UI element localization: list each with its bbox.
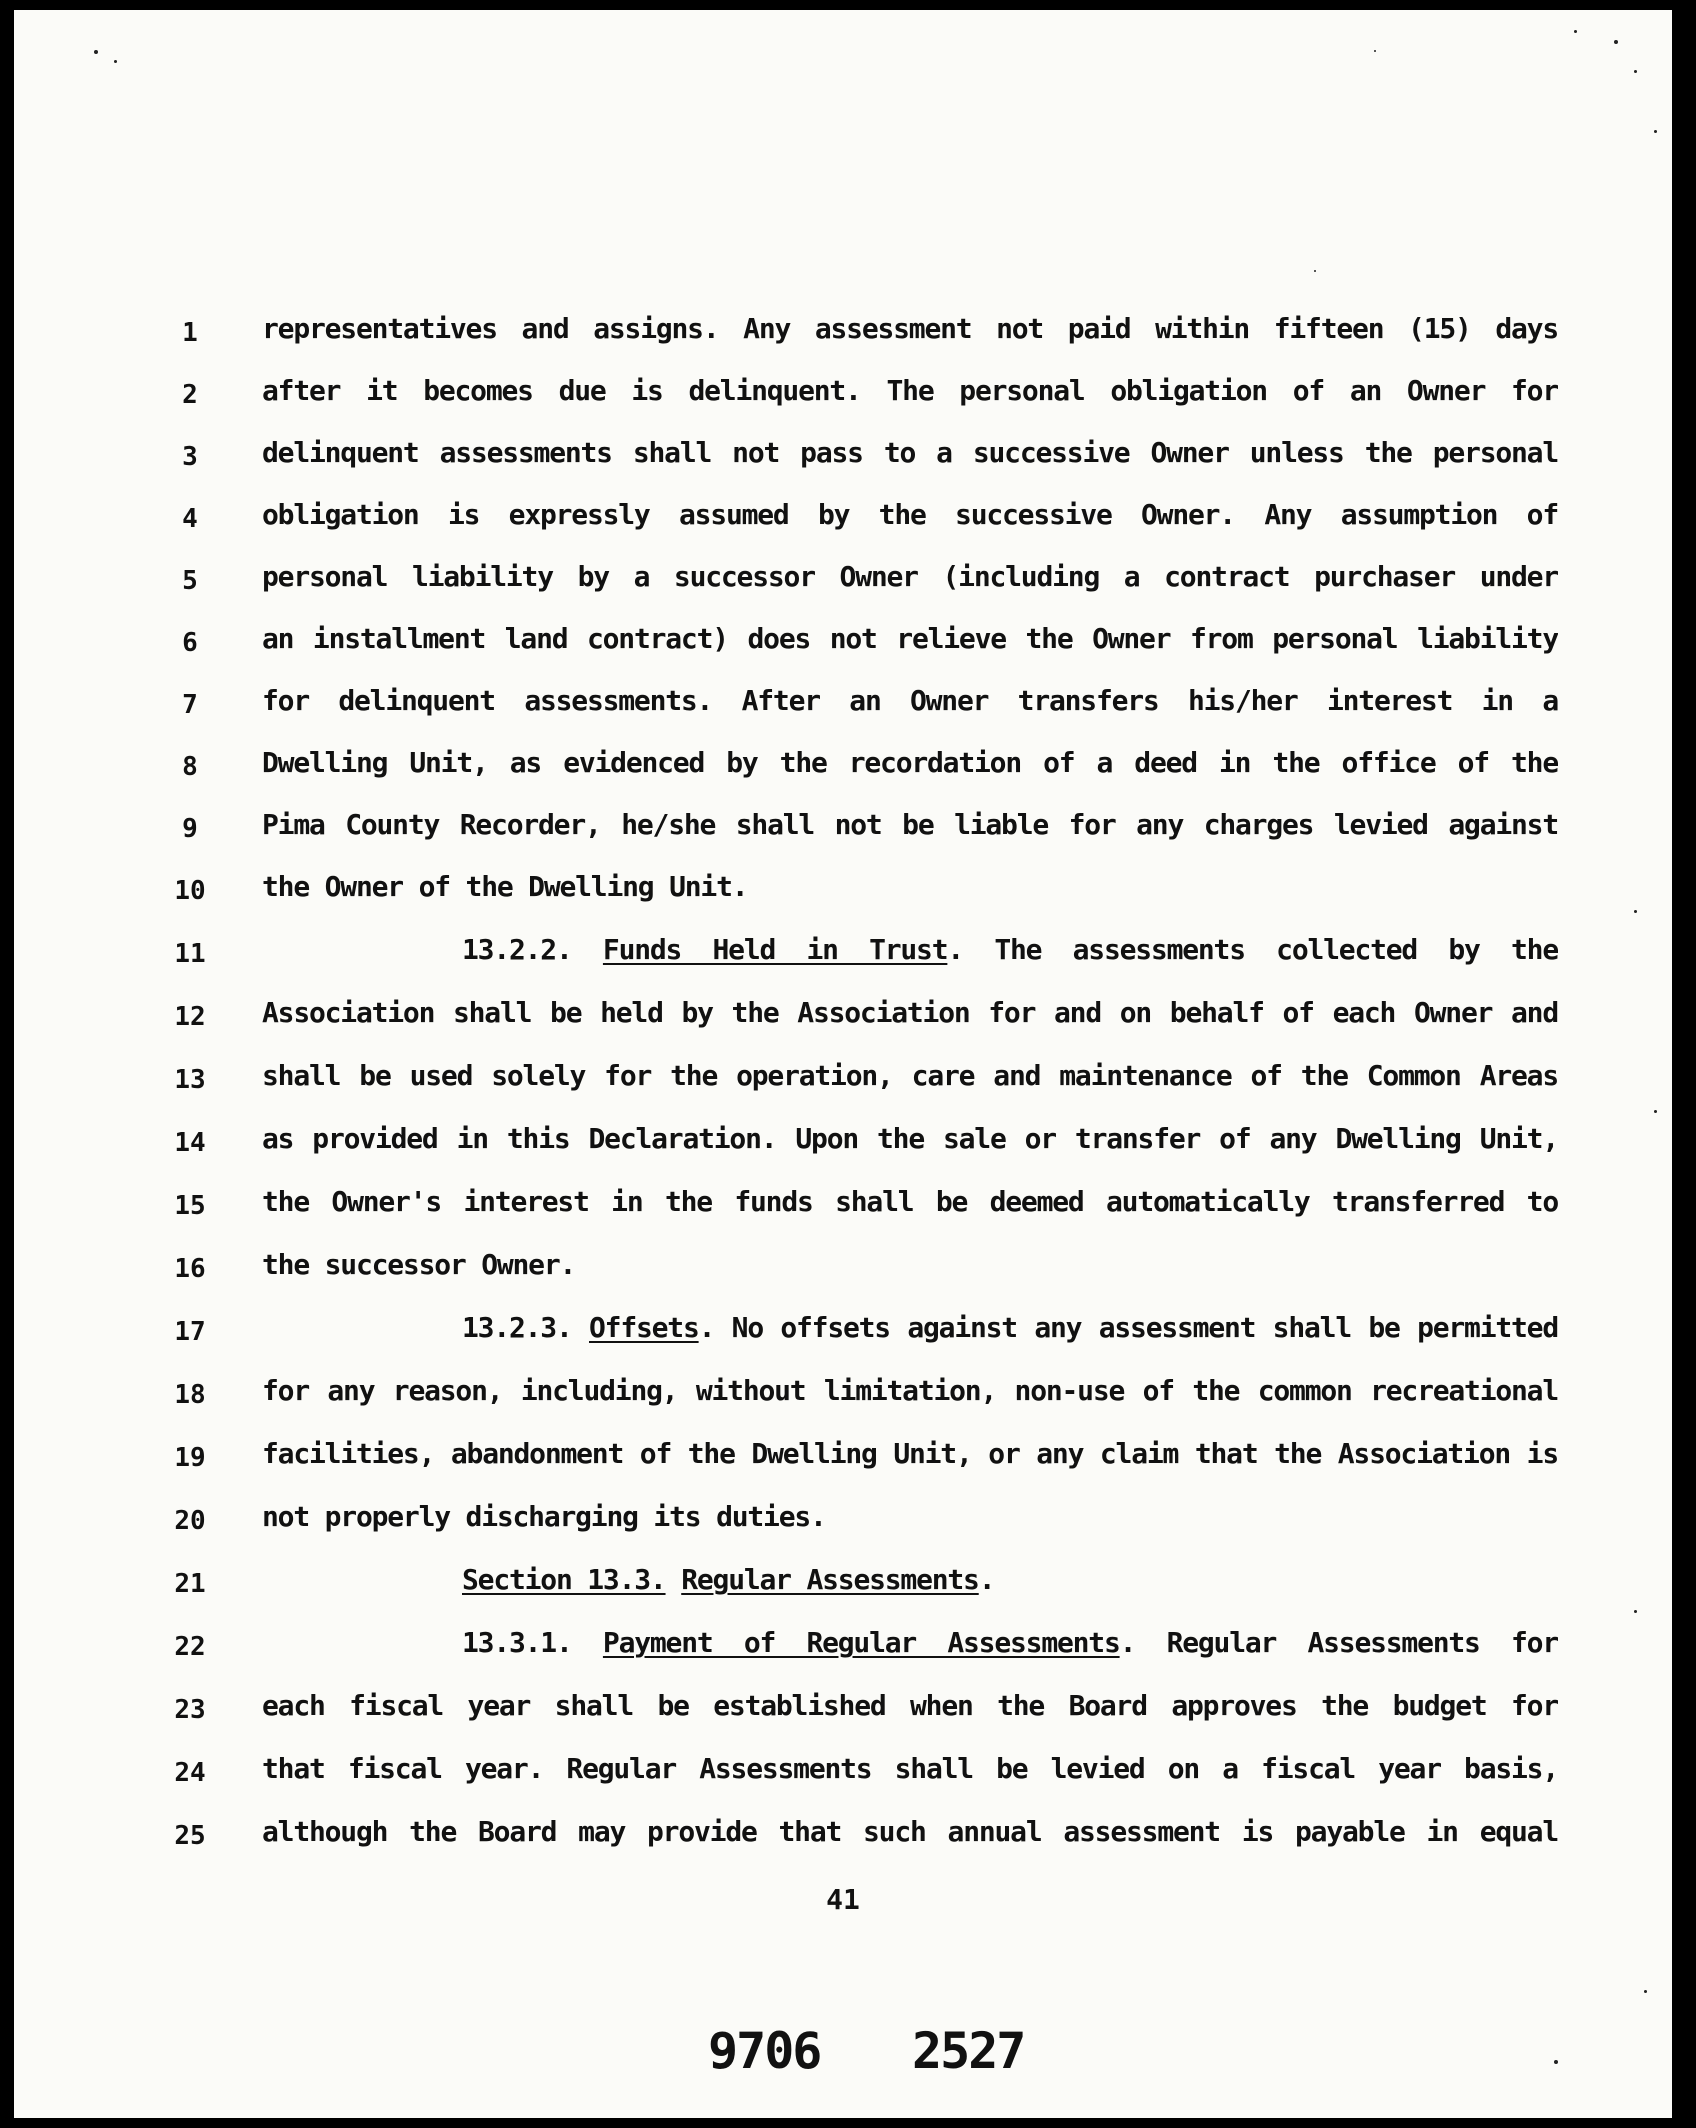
recording-stamp-book: 9706 xyxy=(708,2022,821,2080)
document-line xyxy=(14,312,1672,362)
line-text xyxy=(262,312,1558,345)
scan-speck xyxy=(1634,70,1637,73)
text-segment: the Owner of the Dwelling Unit. xyxy=(262,870,748,903)
line-number: 10 xyxy=(174,876,206,906)
text-segment: the successor Owner. xyxy=(262,1248,576,1281)
text-segment: for delinquent assessments. After an Owner transfers his/her interest in a xyxy=(262,684,1558,717)
line-number: 1 xyxy=(182,318,198,348)
line-number: 23 xyxy=(174,1695,206,1725)
text-segment: not properly discharging its duties. xyxy=(262,1500,826,1533)
document-line xyxy=(14,1500,1672,1550)
line-number: 5 xyxy=(182,566,198,596)
line-number: 9 xyxy=(182,814,198,844)
line-text xyxy=(262,996,1558,1029)
text-segment: obligation is expressly assumed by the successive Owner. Any assumption of xyxy=(262,498,1558,531)
line-text xyxy=(262,1122,1558,1155)
line-number: 22 xyxy=(174,1632,206,1662)
line-text xyxy=(262,1185,1558,1218)
line-number: 12 xyxy=(174,1002,206,1032)
line-number: 15 xyxy=(174,1191,206,1221)
line-text xyxy=(262,1374,1558,1407)
document-line xyxy=(14,1563,1672,1613)
text-segment: . The assessments collected by the xyxy=(947,933,1558,966)
document-line xyxy=(14,1248,1672,1298)
text-segment: Pima County Recorder, he/she shall not be liable for any charges levied against xyxy=(262,808,1558,841)
line-text xyxy=(262,1689,1558,1722)
scan-speck xyxy=(94,50,98,54)
scan-speck xyxy=(114,60,117,63)
line-number: 8 xyxy=(182,752,198,782)
line-number: 19 xyxy=(174,1443,206,1473)
line-number: 7 xyxy=(182,690,198,720)
scan-speck xyxy=(1654,130,1657,133)
line-number: 13 xyxy=(174,1065,206,1095)
line-number: 6 xyxy=(182,628,198,658)
document-line xyxy=(14,436,1672,486)
line-text xyxy=(462,933,1558,966)
text-segment: the Owner's interest in the funds shall be deemed automatically transferred to xyxy=(262,1185,1558,1218)
scan-speck xyxy=(1644,1990,1647,1993)
line-number: 17 xyxy=(174,1317,206,1347)
scan-speck xyxy=(1374,50,1376,52)
line-text xyxy=(262,1059,1558,1092)
text-segment: facilities, abandonment of the Dwelling Unit, or any claim that the Association is xyxy=(262,1437,1558,1470)
document-line xyxy=(14,1626,1672,1676)
scan-speck xyxy=(1574,30,1577,33)
text-segment: that fiscal year. Regular Assessments shall be levied on a fiscal year basis, xyxy=(262,1752,1558,1785)
document-line xyxy=(14,1122,1672,1172)
text-segment: 13.3.1. xyxy=(462,1626,603,1659)
line-text xyxy=(462,1311,1558,1344)
text-segment: Association shall be held by the Association for and on behalf of each Owner and xyxy=(262,996,1558,1029)
line-text xyxy=(262,374,1558,407)
line-number: 14 xyxy=(174,1128,206,1158)
text-segment: although the Board may provide that such annual assessment is payable in equal xyxy=(262,1815,1558,1848)
line-text xyxy=(262,1500,1558,1533)
text-segment: representatives and assigns. Any assessment not paid within fifteen (15) days xyxy=(262,312,1558,345)
text-segment: shall be used solely for the operation, care and maintenance of the Common Areas xyxy=(262,1059,1558,1092)
text-segment: delinquent assessments shall not pass to a successive Owner unless the personal xyxy=(262,436,1558,469)
line-number: 3 xyxy=(182,442,198,472)
text-segment: Dwelling Unit, as evidenced by the recordation of a deed in the office of the xyxy=(262,746,1558,779)
text-segment: for any reason, including, without limitation, non-use of the common recreational xyxy=(262,1374,1558,1407)
document-line xyxy=(14,560,1672,610)
line-number: 2 xyxy=(182,380,198,410)
line-text xyxy=(462,1626,1558,1659)
document-line xyxy=(14,870,1672,920)
document-line xyxy=(14,1815,1672,1865)
scan-speck xyxy=(1654,1110,1657,1113)
document-line xyxy=(14,1437,1672,1487)
line-text xyxy=(262,560,1558,593)
document-line xyxy=(14,374,1672,424)
text-segment: personal liability by a successor Owner (including a contract purchaser under xyxy=(262,560,1558,593)
text-segment: each fiscal year shall be established when the Board approves the budget for xyxy=(262,1689,1558,1722)
document-line xyxy=(14,808,1672,858)
document-line xyxy=(14,1752,1672,1802)
text-segment: . Regular Assessments for xyxy=(1119,1626,1558,1659)
text-segment: as provided in this Declaration. Upon the sale or transfer of any Dwelling Unit, xyxy=(262,1122,1558,1155)
document-line xyxy=(14,684,1672,734)
page-number: 41 xyxy=(826,1883,860,1916)
line-text xyxy=(262,746,1558,779)
line-number: 21 xyxy=(174,1569,206,1599)
recording-stamp-page: 2527 xyxy=(912,2022,1025,2080)
text-segment: after it becomes due is delinquent. The personal obligation of an Owner for xyxy=(262,374,1558,407)
line-text xyxy=(262,436,1558,469)
document-line xyxy=(14,498,1672,548)
document-line xyxy=(14,1059,1672,1109)
document-line xyxy=(14,746,1672,796)
text-segment: . No offsets against any assessment shall be permitted xyxy=(698,1311,1558,1344)
scan-speck xyxy=(1314,270,1316,272)
document-line xyxy=(14,1311,1672,1361)
line-number: 18 xyxy=(174,1380,206,1410)
text-segment xyxy=(666,1563,682,1596)
underlined-heading: Payment of Regular Assessments xyxy=(602,1626,1120,1659)
text-segment: . xyxy=(978,1563,995,1596)
line-number: 24 xyxy=(174,1758,206,1788)
line-text xyxy=(262,1815,1558,1848)
text-segment: 13.2.3. xyxy=(462,1311,589,1344)
line-number: 11 xyxy=(174,939,206,969)
line-text xyxy=(262,498,1558,531)
text-segment: 13.2.2. xyxy=(462,933,603,966)
line-number: 25 xyxy=(174,1821,206,1851)
line-number: 16 xyxy=(174,1254,206,1284)
document-line xyxy=(14,996,1672,1046)
line-text xyxy=(262,808,1558,841)
text-segment: an installment land contract) does not relieve the Owner from personal liability xyxy=(262,622,1558,655)
line-text xyxy=(462,1563,1558,1596)
document-line xyxy=(14,1689,1672,1739)
line-text xyxy=(262,622,1558,655)
scan-speck xyxy=(1614,40,1618,44)
document-line xyxy=(14,622,1672,672)
line-text xyxy=(262,870,1558,903)
line-number: 20 xyxy=(174,1506,206,1536)
document-page xyxy=(14,10,1672,2118)
scan-speck xyxy=(1554,2060,1558,2064)
document-line xyxy=(14,1374,1672,1424)
line-text xyxy=(262,1437,1558,1470)
line-text xyxy=(262,1752,1558,1785)
document-line xyxy=(14,933,1672,983)
underlined-heading: Offsets xyxy=(589,1311,699,1344)
line-text xyxy=(262,1248,1558,1281)
line-text xyxy=(262,684,1558,717)
document-line xyxy=(14,1185,1672,1235)
line-number: 4 xyxy=(182,504,198,534)
underlined-heading: Section 13.3. xyxy=(462,1563,666,1596)
underlined-heading: Funds Held in Trust xyxy=(602,933,948,966)
underlined-heading: Regular Assessments xyxy=(681,1563,979,1596)
